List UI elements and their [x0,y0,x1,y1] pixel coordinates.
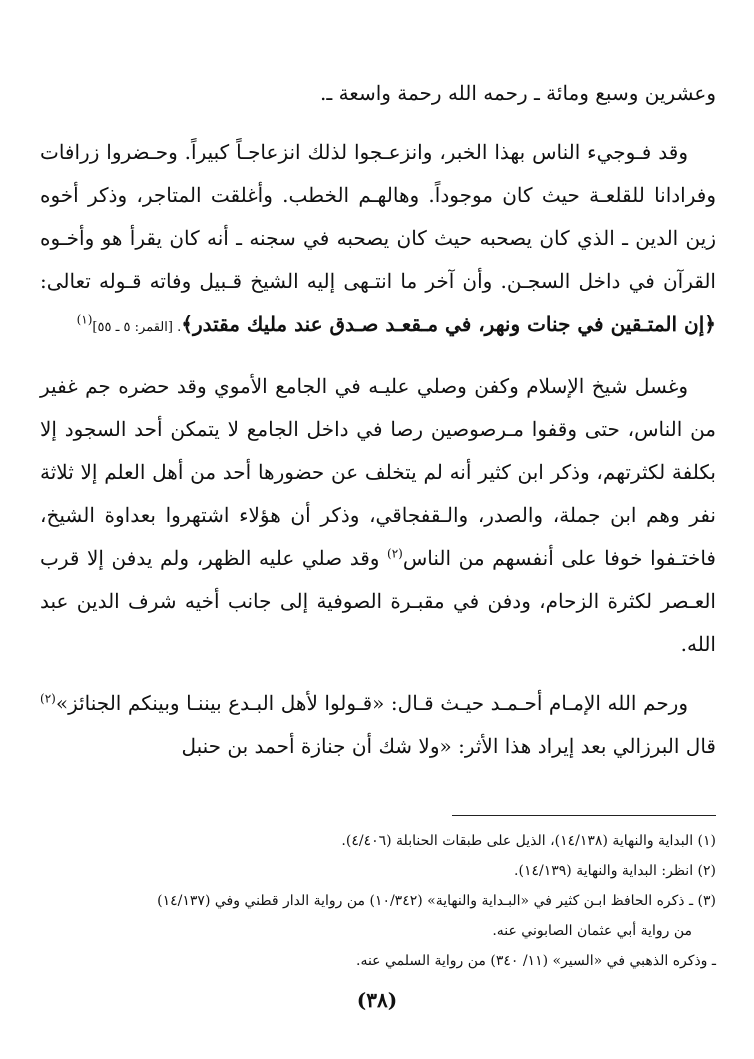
paragraph-text-cont: وقد صلي عليه الظهر، ولم يدفن إلا قرب العـصر لكثرة الزحام، ودفن في مقبـرة الصوفية إلى جانب أخيه شرف الدين عبد الله. [40,546,716,656]
footnote-1: (١) البداية والنهاية (١٤/١٣٨)، الذيل على طبقات الحنابلة (٤/٤٠٦). [341,833,716,849]
footnote-3-second: ـ وذكره الذهبي في «السير» (١١/ ٣٤٠) من رواية السلمي عنه. [356,953,716,969]
paragraph-funeral [40,365,716,666]
page-number: (٣٨) [356,988,398,1012]
footnote-3: (٣) ـ ذكره الحافظ ابـن كثير في «البـداية والنهاية» (١٠/٣٤٢) من رواية الدار قطني وفي (١٤/١٣٧) [157,893,716,909]
footnote-divider [452,815,716,816]
continuation-line: وعشرين وسبع ومائة ـ رحمه الله رحمة واسعة ـ. [320,81,716,105]
main-text [40,72,716,768]
paragraph-text: وغسل شيخ الإسلام وكفن وصلي عليـه في الجامع الأموي وقد حضره جم غفير من الناس، حتى وقفوا مـرصوصين رصا في داخل الجامع لا يتمكن أحد السجود إلا بكلفة لكثرتهم، وذكر ابن كثير أنه لم يتخلف عن حضورها أحد من أهل العلم إلا ثلاثة نفر وهم ابن جملة، والصدر، والـقفجاقي، وذكر أن هؤلاء اشتهروا بعداوة الشيخ، فاختـفوا خوفا على أنفسهم من الناس [40,374,716,570]
paragraph-imam-ahmad [40,682,716,768]
quran-verse: ﴿إن المتـقين في جنات ونهر، في مـقعـد صـدق عند مليك مقتدر﴾ [181,312,716,336]
footnote-3-continued: من رواية أبي عثمان الصابوني عنه. [492,923,692,939]
verse-citation: . [القمر: ٥ ـ ٥٥] [92,320,182,335]
footnotes [40,826,716,976]
footnote-ref-3[interactable]: (٢) [40,691,56,706]
paragraph-text: ورحم الله الإمـام أحـمـد حيـث قـال: «قـولوا لأهل البـدع بيننـا وبينكم الجنائز» [55,691,688,715]
paragraph-death-news [40,131,716,349]
paragraph-text: وقد فـوجيء الناس بهذا الخبر، وانزعـجوا لذلك انزعاجـاً كبيراً. وحـضروا زرافات وفرادانا للقلعـة حيث كان موجوداً. وهالهـم الخطب. وأغلقت المتاجر، وذكر أخوه زين الدين ـ الذي كان يصحبه حيث كان يصحبه في سجنه ـ أنه كان يقرأ هو وأخـوه القرآن في داخل السجـن. وأن آخر ما انتـهى إليه الشيخ قـبيل وفاته قـوله تعالى: [40,140,716,293]
footnote-ref-1[interactable]: (١) [76,312,93,327]
footnote-2: (٢) انظر: البداية والنهاية (١٤/١٣٩). [514,863,716,879]
footnote-ref-2[interactable]: (٢) [387,546,403,561]
paragraph-text-cont: قال البرزالي بعد إيراد هذا الأثر: «ولا شك أن جنازة أحمد بن حنبل [181,734,716,758]
